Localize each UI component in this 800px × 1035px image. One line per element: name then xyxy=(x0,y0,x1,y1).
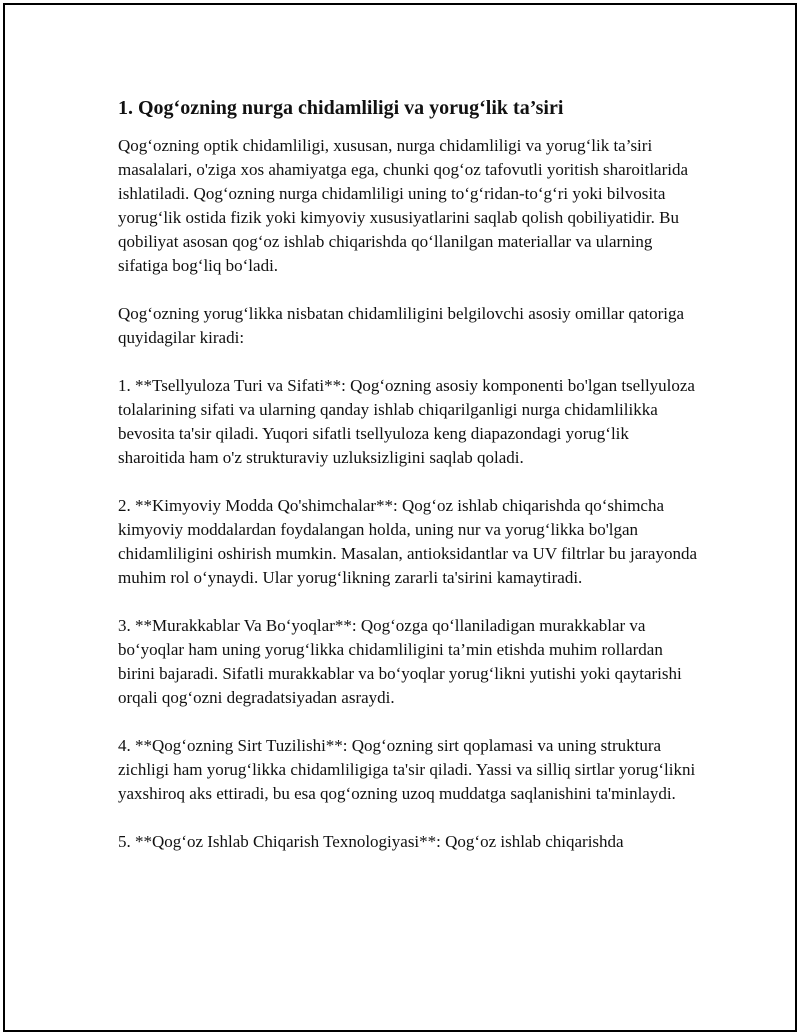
factor-1-paragraph: 1. **Tsellyuloza Turi va Sifati**: Qog‘ozning asosiy komponenti bo'lgan tsellyuloza tolalarining sifati va ularning qanday ishlab chiqarilganligi nurga chidamlilikka bevosita ta'sir qiladi. Yuqori sifatli tsellyuloza keng diapazondagi yorug‘lik sharoitida ham o'z strukturaviy uzluksizligini saqlab qoladi. xyxy=(118,376,695,467)
factor-2-paragraph: 2. **Kimyoviy Modda Qo'shimchalar**: Qog‘oz ishlab chiqarishda qo‘shimcha kimyoviy moddalardan foydalangan holda, uning nur va yorug‘likka bo'lgan chidamliligini oshirish mumkin. Masalan, antioksidantlar va UV filtrlar bu jarayonda muhim rol o‘ynaydi. Ular yorug‘likning zararli ta'sirini kamaytiradi. xyxy=(118,496,697,587)
document-body xyxy=(118,95,698,878)
factors-intro-paragraph: Qog‘ozning yorug‘likka nisbatan chidamliligini belgilovchi asosiy omillar qatoriga quyidagilar kiradi: xyxy=(118,304,685,347)
factor-5-paragraph: 5. **Qog‘oz Ishlab Chiqarish Texnologiyasi**: Qog‘oz ishlab chiqarishda xyxy=(118,832,624,851)
section-heading: 1. Qog‘ozning nurga chidamliligi va yorug‘lik ta’siri xyxy=(118,97,564,119)
intro-paragraph: Qog‘ozning optik chidamliligi, xususan, nurga chidamliligi va yorug‘lik ta’siri masalalari, o'ziga xos ahamiyatga ega, chunki qog‘oz tafovutli yoritish sharoitlarida ishlatiladi. Qog‘ozning nurga chidamliligi uning to‘g‘ridan-to‘g‘ri yoki bilvosita yorug‘lik ostida fizik yoki kimyoviy xususiyatlarini saqlab qolish qobiliyatidir. Bu qobiliyat asosan qog‘oz ishlab chiqarishda qo‘llanilgan materiallar va ularning sifatiga bog‘liq bo‘ladi. xyxy=(118,136,689,275)
factor-3-paragraph: 3. **Murakkablar Va Bo‘yoqlar**: Qog‘ozga qo‘llaniladigan murakkablar va bo‘yoqlar ham uning yorug‘likka chidamliligini ta’min etishda muhim rollardan birini bajaradi. Sifatli murakkablar va bo‘yoqlar yorug‘likni yutishi yoki qaytarishi orqali qog‘ozni degradatsiyadan asraydi. xyxy=(118,616,682,707)
factor-4-paragraph: 4. **Qog‘ozning Sirt Tuzilishi**: Qog‘ozning sirt qoplamasi va uning struktura zichligi ham yorug‘likka chidamliligiga ta'sir qiladi. Yassi va silliq sirtlar yorug‘likni yaxshiroq aks ettiradi, bu esa qog‘ozning uzoq muddatga saqlanishini ta'minlaydi. xyxy=(118,736,696,803)
